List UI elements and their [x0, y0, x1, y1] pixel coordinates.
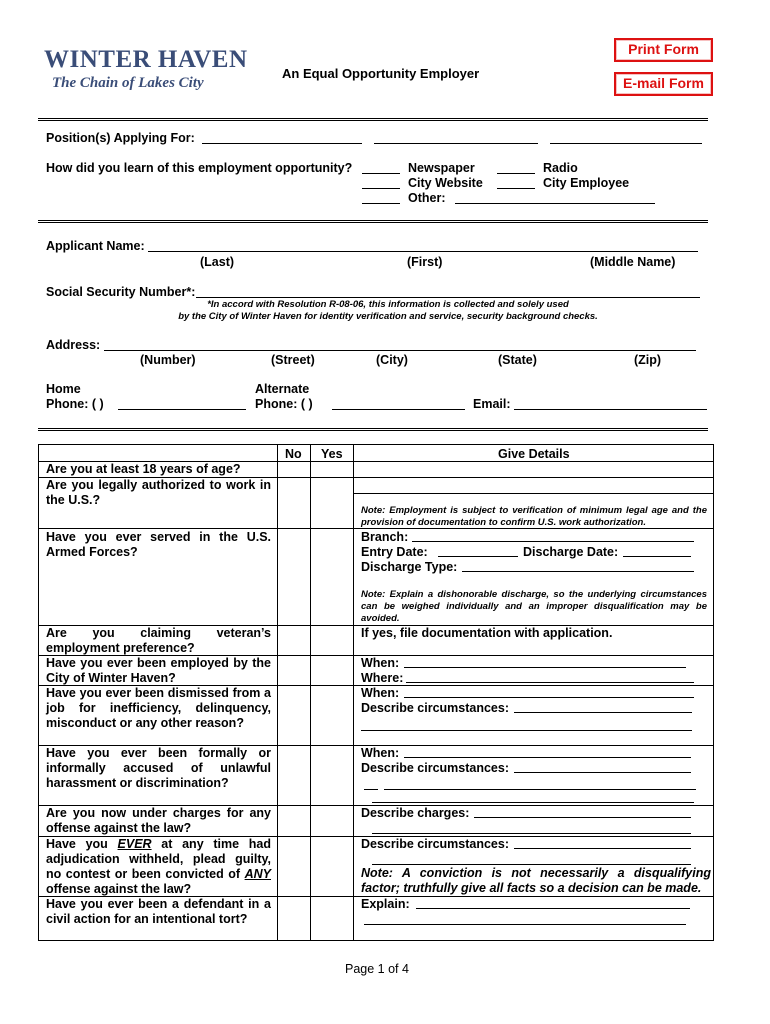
harassment-circumstances-field-2[interactable]: [384, 789, 696, 790]
describe-circumstances-label: Describe circumstances:: [361, 761, 509, 775]
option-newspaper: Newspaper: [408, 161, 475, 175]
where-label: Where:: [361, 671, 404, 685]
discharge-type-field[interactable]: [462, 571, 694, 572]
explain-field-2[interactable]: [364, 924, 686, 925]
ssn-note-1: *In accord with Resolution R-08-06, this information is collected and solely used: [207, 299, 569, 310]
discharge-type-label: Discharge Type:: [361, 560, 458, 574]
applicant-name-label: Applicant Name:: [46, 239, 145, 253]
employment-where-field[interactable]: [406, 682, 694, 683]
option-other: Other:: [408, 191, 446, 205]
entry-date-label: Entry Date:: [361, 545, 428, 559]
last-name-caption: (Last): [200, 255, 235, 269]
position-field-1[interactable]: [202, 143, 362, 144]
first-name-caption: (First): [407, 255, 443, 269]
newspaper-check[interactable]: [362, 173, 400, 174]
when-label: When:: [361, 656, 400, 670]
ssn-note-2: by the City of Winter Haven for identity verification and service, security background checks.: [178, 311, 598, 322]
option-city-employee: City Employee: [543, 176, 630, 190]
convictions-circumstances-field-2[interactable]: [372, 864, 691, 865]
alternate-phone-label: Phone: ( ): [255, 397, 313, 411]
discharge-note: Note: Explain a dishonorable discharge, so the underlying circumstances can be weighed individually and an improper disqualification may be avoided.: [361, 589, 707, 624]
email-form-button[interactable]: E-mail Form: [614, 72, 713, 96]
address-label: Address:: [46, 338, 101, 352]
harassment-circumstances-field[interactable]: [514, 772, 691, 773]
logo-tagline: The Chain of Lakes City: [52, 75, 204, 91]
other-check[interactable]: [362, 203, 400, 204]
charges-field-2[interactable]: [372, 833, 691, 834]
branch-field[interactable]: [412, 541, 694, 542]
when-label: When:: [361, 746, 400, 760]
learn-question: How did you learn of this employment opportunity?: [46, 161, 353, 175]
dismissed-when-field[interactable]: [404, 697, 694, 698]
address-city-caption: (City): [376, 353, 408, 367]
option-radio: Radio: [543, 161, 578, 175]
other-field[interactable]: [455, 203, 655, 204]
city-website-check[interactable]: [362, 188, 400, 189]
veteran-documentation-note: If yes, file documentation with application.: [361, 626, 613, 640]
question-veteran-preference: Are you claiming veteran’s employment preference?: [46, 626, 271, 655]
question-armed-forces: Have you ever served in the U.S. Armed Forces?: [46, 530, 271, 559]
branch-label: Branch:: [361, 530, 409, 544]
address-number-caption: (Number): [140, 353, 196, 367]
discharge-date-field[interactable]: [623, 556, 691, 557]
question-harassment: Have you ever been formally or informally accused of unlawful harassment or discrimination?: [46, 746, 271, 790]
charges-field[interactable]: [474, 817, 691, 818]
conviction-note: Note: A conviction is not necessarily a disqualifying factor; truthfully give all facts so a decision can be made.: [361, 866, 711, 895]
radio-check[interactable]: [497, 173, 535, 174]
position-field-2[interactable]: [374, 143, 538, 144]
harassment-circumstances-field-3[interactable]: [372, 802, 694, 803]
question-convictions: Have you EVER at any time had adjudication withheld, plead guilty, no contest or been convicted of ANY offense against the law?: [46, 837, 271, 896]
page-title: An Equal Opportunity Employer: [282, 66, 480, 81]
home-phone-label: Phone: ( ): [46, 397, 104, 411]
address-street-caption: (Street): [271, 353, 315, 367]
describe-circumstances-label: Describe circumstances:: [361, 837, 509, 851]
ssn-label: Social Security Number*:: [46, 285, 196, 299]
page-number: Page 1 of 4: [345, 962, 409, 976]
print-form-button[interactable]: Print Form: [614, 38, 713, 62]
question-prior-city-employment: Have you ever been employed by the City of Winter Haven?: [46, 656, 271, 685]
address-state-caption: (State): [498, 353, 537, 367]
col-details-header: Give Details: [498, 447, 570, 461]
divider: [38, 220, 708, 223]
question-age: Are you at least 18 years of age?: [46, 462, 241, 476]
dismissed-circumstances-field[interactable]: [514, 712, 692, 713]
applicant-name-field[interactable]: [148, 251, 698, 252]
question-civil-action: Have you ever been a defendant in a civil action for an intentional tort?: [46, 897, 271, 926]
middle-name-caption: (Middle Name): [590, 255, 676, 269]
emphasis-ever: EVER: [117, 837, 152, 851]
harassment-when-field[interactable]: [404, 757, 691, 758]
address-zip-caption: (Zip): [634, 353, 662, 367]
describe-charges-label: Describe charges:: [361, 806, 470, 820]
divider: [38, 428, 708, 431]
city-employee-check[interactable]: [497, 188, 535, 189]
divider: [38, 118, 708, 121]
address-field[interactable]: [104, 350, 696, 351]
ssn-field[interactable]: [196, 297, 700, 298]
option-city-website: City Website: [408, 176, 483, 190]
employment-when-field[interactable]: [404, 667, 686, 668]
describe-circumstances-label: Describe circumstances:: [361, 701, 509, 715]
work-authorization-note: Note: Employment is subject to verification of minimum legal age and the provision of documentation to confirm U.S. work authorization.: [361, 505, 707, 528]
dismissed-circumstances-field-2[interactable]: [361, 730, 692, 731]
col-no-header: No: [285, 447, 302, 461]
explain-field[interactable]: [416, 908, 690, 909]
positions-label: Position(s) Applying For:: [46, 131, 195, 145]
position-field-3[interactable]: [550, 143, 702, 144]
home-phone-field[interactable]: [118, 409, 246, 410]
question-dismissed: Have you ever been dismissed from a job for inefficiency, delinquency, misconduct or any other reason?: [46, 686, 271, 730]
email-label: Email:: [473, 397, 511, 411]
email-field[interactable]: [514, 409, 707, 410]
explain-label: Explain:: [361, 897, 410, 911]
question-work-authorization: Are you legally authorized to work in the U.S.?: [46, 478, 271, 507]
logo-title: WINTER HAVEN: [44, 46, 248, 73]
discharge-date-label: Discharge Date:: [523, 545, 619, 559]
emphasis-any: ANY: [244, 867, 271, 881]
col-yes-header: Yes: [321, 447, 343, 461]
when-label: When:: [361, 686, 400, 700]
entry-date-field[interactable]: [438, 556, 518, 557]
alternate-label: Alternate: [255, 382, 310, 396]
home-label: Home: [46, 382, 81, 396]
question-current-charges: Are you now under charges for any offense against the law?: [46, 806, 271, 835]
alternate-phone-field[interactable]: [332, 409, 465, 410]
convictions-circumstances-field[interactable]: [514, 848, 691, 849]
